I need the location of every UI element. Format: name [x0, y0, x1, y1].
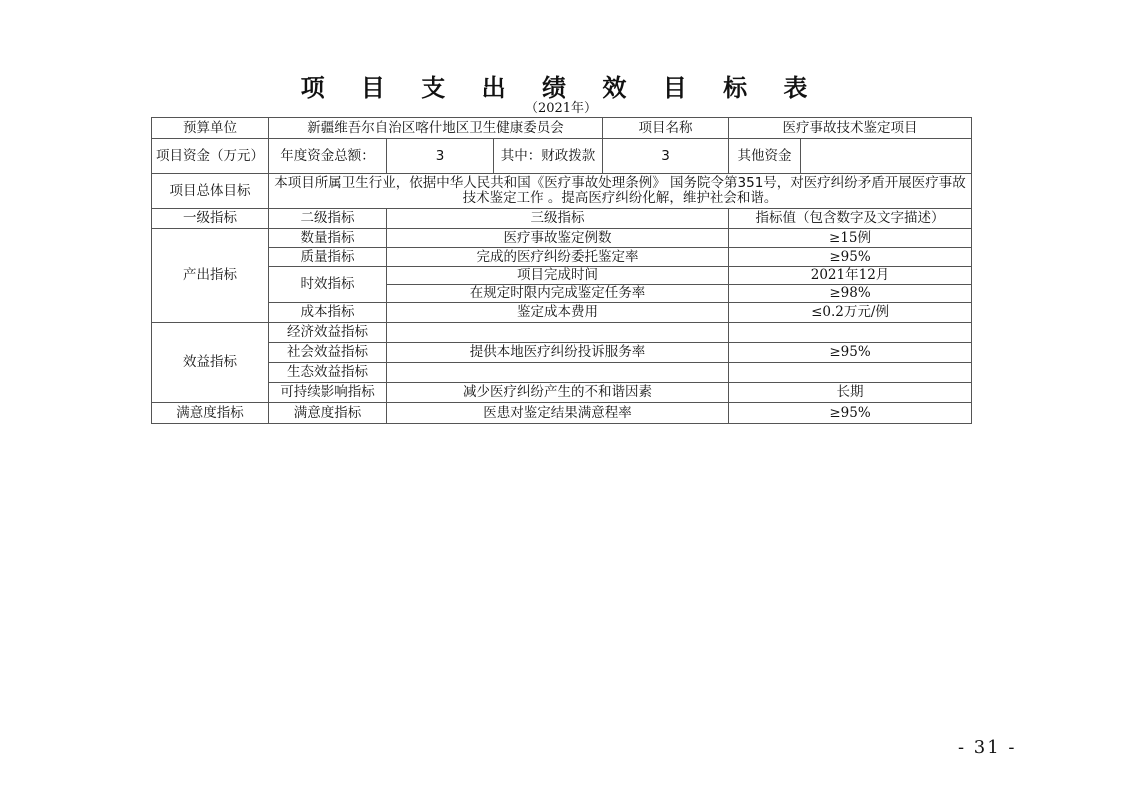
output-indicator-label: 产出指标: [152, 229, 269, 323]
economic-benefit-label: 经济效益指标: [269, 323, 387, 343]
col-header-level3: 三级指标: [387, 209, 729, 229]
annual-total-label: 年度资金总额：: [269, 139, 387, 174]
ecological-benefit-item: [387, 363, 729, 383]
goal-label: 项目总体目标: [152, 174, 269, 209]
goal-text: 本项目所属卫生行业，依据中华人民共和国《医疗事故处理条例》 国务院令第351号，对医疗纠纷矛盾开展医疗事故技术鉴定工作 。提高医疗纠纷化解，维护社会和谐。: [269, 174, 972, 209]
quantity-indicator-label: 数量指标: [269, 229, 387, 248]
economic-benefit-item: [387, 323, 729, 343]
page-number: - 31 -: [958, 737, 1017, 758]
quantity-indicator-item: 医疗事故鉴定例数: [387, 229, 729, 248]
satisfaction-sub-label: 满意度指标: [269, 403, 387, 424]
timeliness-value-rate: ≥98%: [729, 285, 972, 303]
performance-target-table: [151, 117, 972, 424]
quantity-indicator-value: ≥15例: [729, 229, 972, 248]
project-name-label: 项目名称: [603, 118, 729, 139]
satisfaction-indicator-label: 满意度指标: [152, 403, 269, 424]
fiscal-value: 3: [603, 139, 729, 174]
ecological-benefit-value: [729, 363, 972, 383]
cost-indicator-value: ≤0.2万元/例: [729, 303, 972, 323]
funds-label: 项目资金（万元）: [152, 139, 269, 174]
timeliness-value-completion: 2021年12月: [729, 267, 972, 285]
page-title: 项 目 支 出 绩 效 目 标 表: [300, 73, 822, 102]
ecological-benefit-label: 生态效益指标: [269, 363, 387, 383]
benefit-indicator-label: 效益指标: [152, 323, 269, 403]
social-benefit-value: ≥95%: [729, 343, 972, 363]
satisfaction-value: ≥95%: [729, 403, 972, 424]
year-subtitle: （2021年）: [524, 101, 598, 116]
timeliness-item-rate: 在规定时限内完成鉴定任务率: [387, 285, 729, 303]
quality-indicator-item: 完成的医疗纠纷委托鉴定率: [387, 248, 729, 267]
satisfaction-item: 医患对鉴定结果满意程率: [387, 403, 729, 424]
cost-indicator-item: 鉴定成本费用: [387, 303, 729, 323]
budget-unit-value: 新疆维吾尔自治区喀什地区卫生健康委员会: [269, 118, 603, 139]
budget-unit-label: 预算单位: [152, 118, 269, 139]
sustainable-impact-label: 可持续影响指标: [269, 383, 387, 403]
col-header-value: 指标值（包含数字及文字描述）: [729, 209, 972, 229]
cost-indicator-label: 成本指标: [269, 303, 387, 323]
social-benefit-label: 社会效益指标: [269, 343, 387, 363]
col-header-level2: 二级指标: [269, 209, 387, 229]
other-funds-value: [801, 139, 972, 174]
social-benefit-item: 提供本地医疗纠纷投诉服务率: [387, 343, 729, 363]
quality-indicator-label: 质量指标: [269, 248, 387, 267]
annual-total-value: 3: [387, 139, 494, 174]
timeliness-indicator-label: 时效指标: [269, 267, 387, 303]
col-header-level1: 一级指标: [152, 209, 269, 229]
fiscal-label: 其中：财政拨款: [494, 139, 603, 174]
timeliness-item-completion: 项目完成时间: [387, 267, 729, 285]
sustainable-impact-value: 长期: [729, 383, 972, 403]
project-name-value: 医疗事故技术鉴定项目: [729, 118, 972, 139]
economic-benefit-value: [729, 323, 972, 343]
sustainable-impact-item: 减少医疗纠纷产生的不和谐因素: [387, 383, 729, 403]
quality-indicator-value: ≥95%: [729, 248, 972, 267]
other-funds-label: 其他资金: [729, 139, 801, 174]
